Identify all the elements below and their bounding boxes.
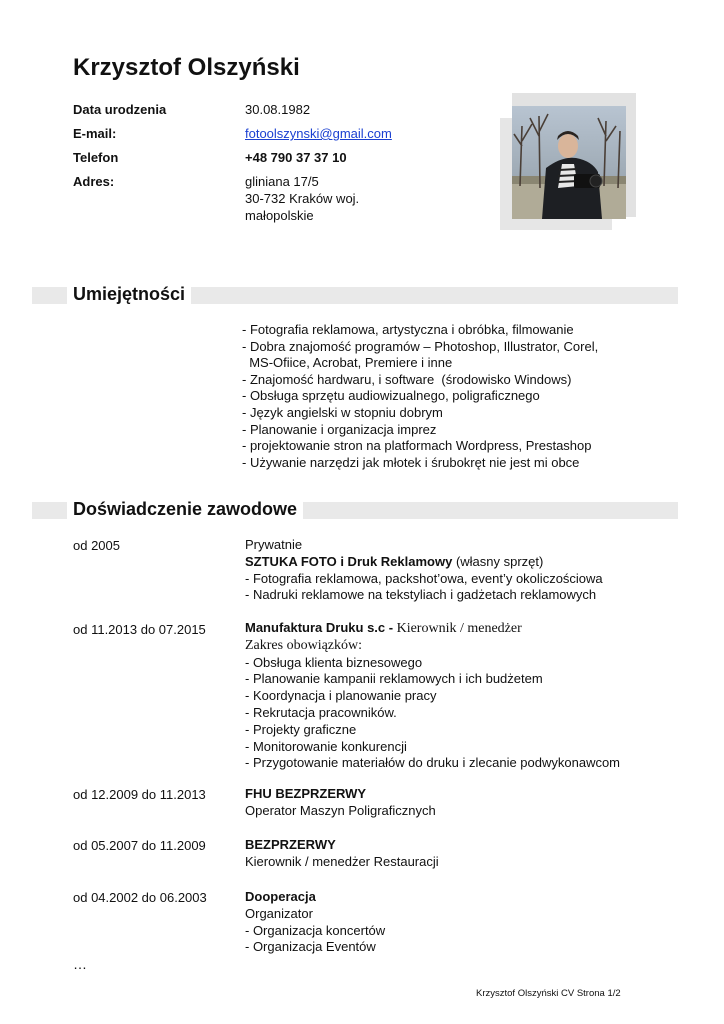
experience-company: BEZPRZERWY <box>245 837 336 852</box>
experience-entry <box>245 620 620 772</box>
skill-item: - Fotografia reklamowa, artystyczna i obróbka, filmowanie <box>242 322 574 337</box>
experience-company: SZTUKA FOTO i Druk Reklamowy <box>245 553 453 569</box>
continuation-ellipsis: … <box>73 956 88 972</box>
skill-item: MS-Ofiice, Acrobat, Premiere i inne <box>242 355 453 371</box>
experience-line: - Rekrutacja pracowników. <box>245 704 397 720</box>
address-line: gliniana 17/5 <box>245 174 319 189</box>
experience-company: FHU BEZPRZERWY <box>245 786 367 801</box>
experience-line: - Organizacja Eventów <box>245 939 376 955</box>
address-line: małopolskie <box>245 208 314 223</box>
experience-line: - Organizacja koncertów <box>245 922 386 938</box>
experience-line: - Fotografia reklamowa, packshot’owa, event’y okoliczościowa <box>245 570 603 586</box>
experience-entry <box>245 537 603 604</box>
address-label: Adres: <box>73 174 115 189</box>
experience-scope: Zakres obowiązków: <box>245 637 363 653</box>
profile-photo <box>512 106 626 219</box>
experience-role: Kierownik / menedżer <box>393 621 522 636</box>
experience-entry <box>245 837 439 871</box>
skill-item: - Język angielski w stopniu dobrym <box>242 404 443 420</box>
experience-line: - Monitorowanie konkurencji <box>245 738 407 754</box>
experience-line: - Koordynacja i planowanie pracy <box>245 688 437 704</box>
birth-value: 30.08.1982 <box>245 102 311 117</box>
experience-line: - Przygotowanie materiałów do druku i zlecanie podwykonawcom <box>245 755 621 771</box>
section-title-experience: Doświadczenie zawodowe <box>67 499 303 520</box>
email-label: E-mail: <box>73 126 117 141</box>
experience-company: Manufaktura Druku s.c - <box>245 620 394 635</box>
experience-line: - Obsługa klienta biznesowego <box>245 654 423 670</box>
experience-entry <box>245 786 436 820</box>
address-line: 30-732 Kraków woj. <box>245 191 360 206</box>
experience-line: - Projekty graficzne <box>245 721 357 737</box>
experience-line: Organizator <box>245 905 313 921</box>
experience-date: od 12.2009 do 11.2013 <box>73 787 206 802</box>
address-value <box>245 173 359 224</box>
section-title-skills: Umiejętności <box>67 284 191 305</box>
skill-item: - Znajomość hardwaru, i software (środowisko Windows) <box>242 371 572 387</box>
experience-company: Dooperacja <box>245 889 316 904</box>
experience-line: Kierownik / menedżer Restauracji <box>245 853 439 869</box>
skill-item: - Dobra znajomość programów – Photoshop, Illustrator, Corel, <box>242 338 599 354</box>
experience-date: od 04.2002 do 06.2003 <box>73 890 207 905</box>
cv-name: Krzysztof Olszyński <box>73 54 300 81</box>
experience-company-suffix: (własny sprzęt) <box>452 553 544 569</box>
experience-pre: Prywatnie <box>245 537 303 552</box>
experience-date: od 2005 <box>73 538 120 553</box>
birth-label: Data urodzenia <box>73 102 167 117</box>
experience-date: od 05.2007 do 11.2009 <box>73 838 206 853</box>
phone-label: Telefon <box>73 150 119 165</box>
page-footer: Krzysztof Olszyński CV Strona 1/2 <box>476 988 621 999</box>
skill-item: - Planowanie i organizacja imprez <box>242 421 437 437</box>
skill-item: - Obsługa sprzętu audiowizualnego, poligraficznego <box>242 388 540 404</box>
experience-line: - Planowanie kampanii reklamowych i ich budżetem <box>245 671 543 687</box>
experience-line: - Nadruki reklamowe na tekstyliach i gadżetach reklamowych <box>245 587 597 603</box>
skill-item: - projektowanie stron na platformach Wordpress, Prestashop <box>242 438 592 454</box>
phone-value: +48 790 37 37 10 <box>245 150 347 165</box>
skill-item: - Używanie narzędzi jak młotek i śrubokręt nie jest mi obce <box>242 454 580 470</box>
experience-date: od 11.2013 do 07.2015 <box>73 622 206 637</box>
experience-line: Operator Maszyn Poligraficznych <box>245 802 436 818</box>
experience-entry <box>245 889 385 956</box>
email-link[interactable]: fotoolszynski@gmail.com <box>245 126 392 141</box>
skills-list <box>242 322 598 471</box>
